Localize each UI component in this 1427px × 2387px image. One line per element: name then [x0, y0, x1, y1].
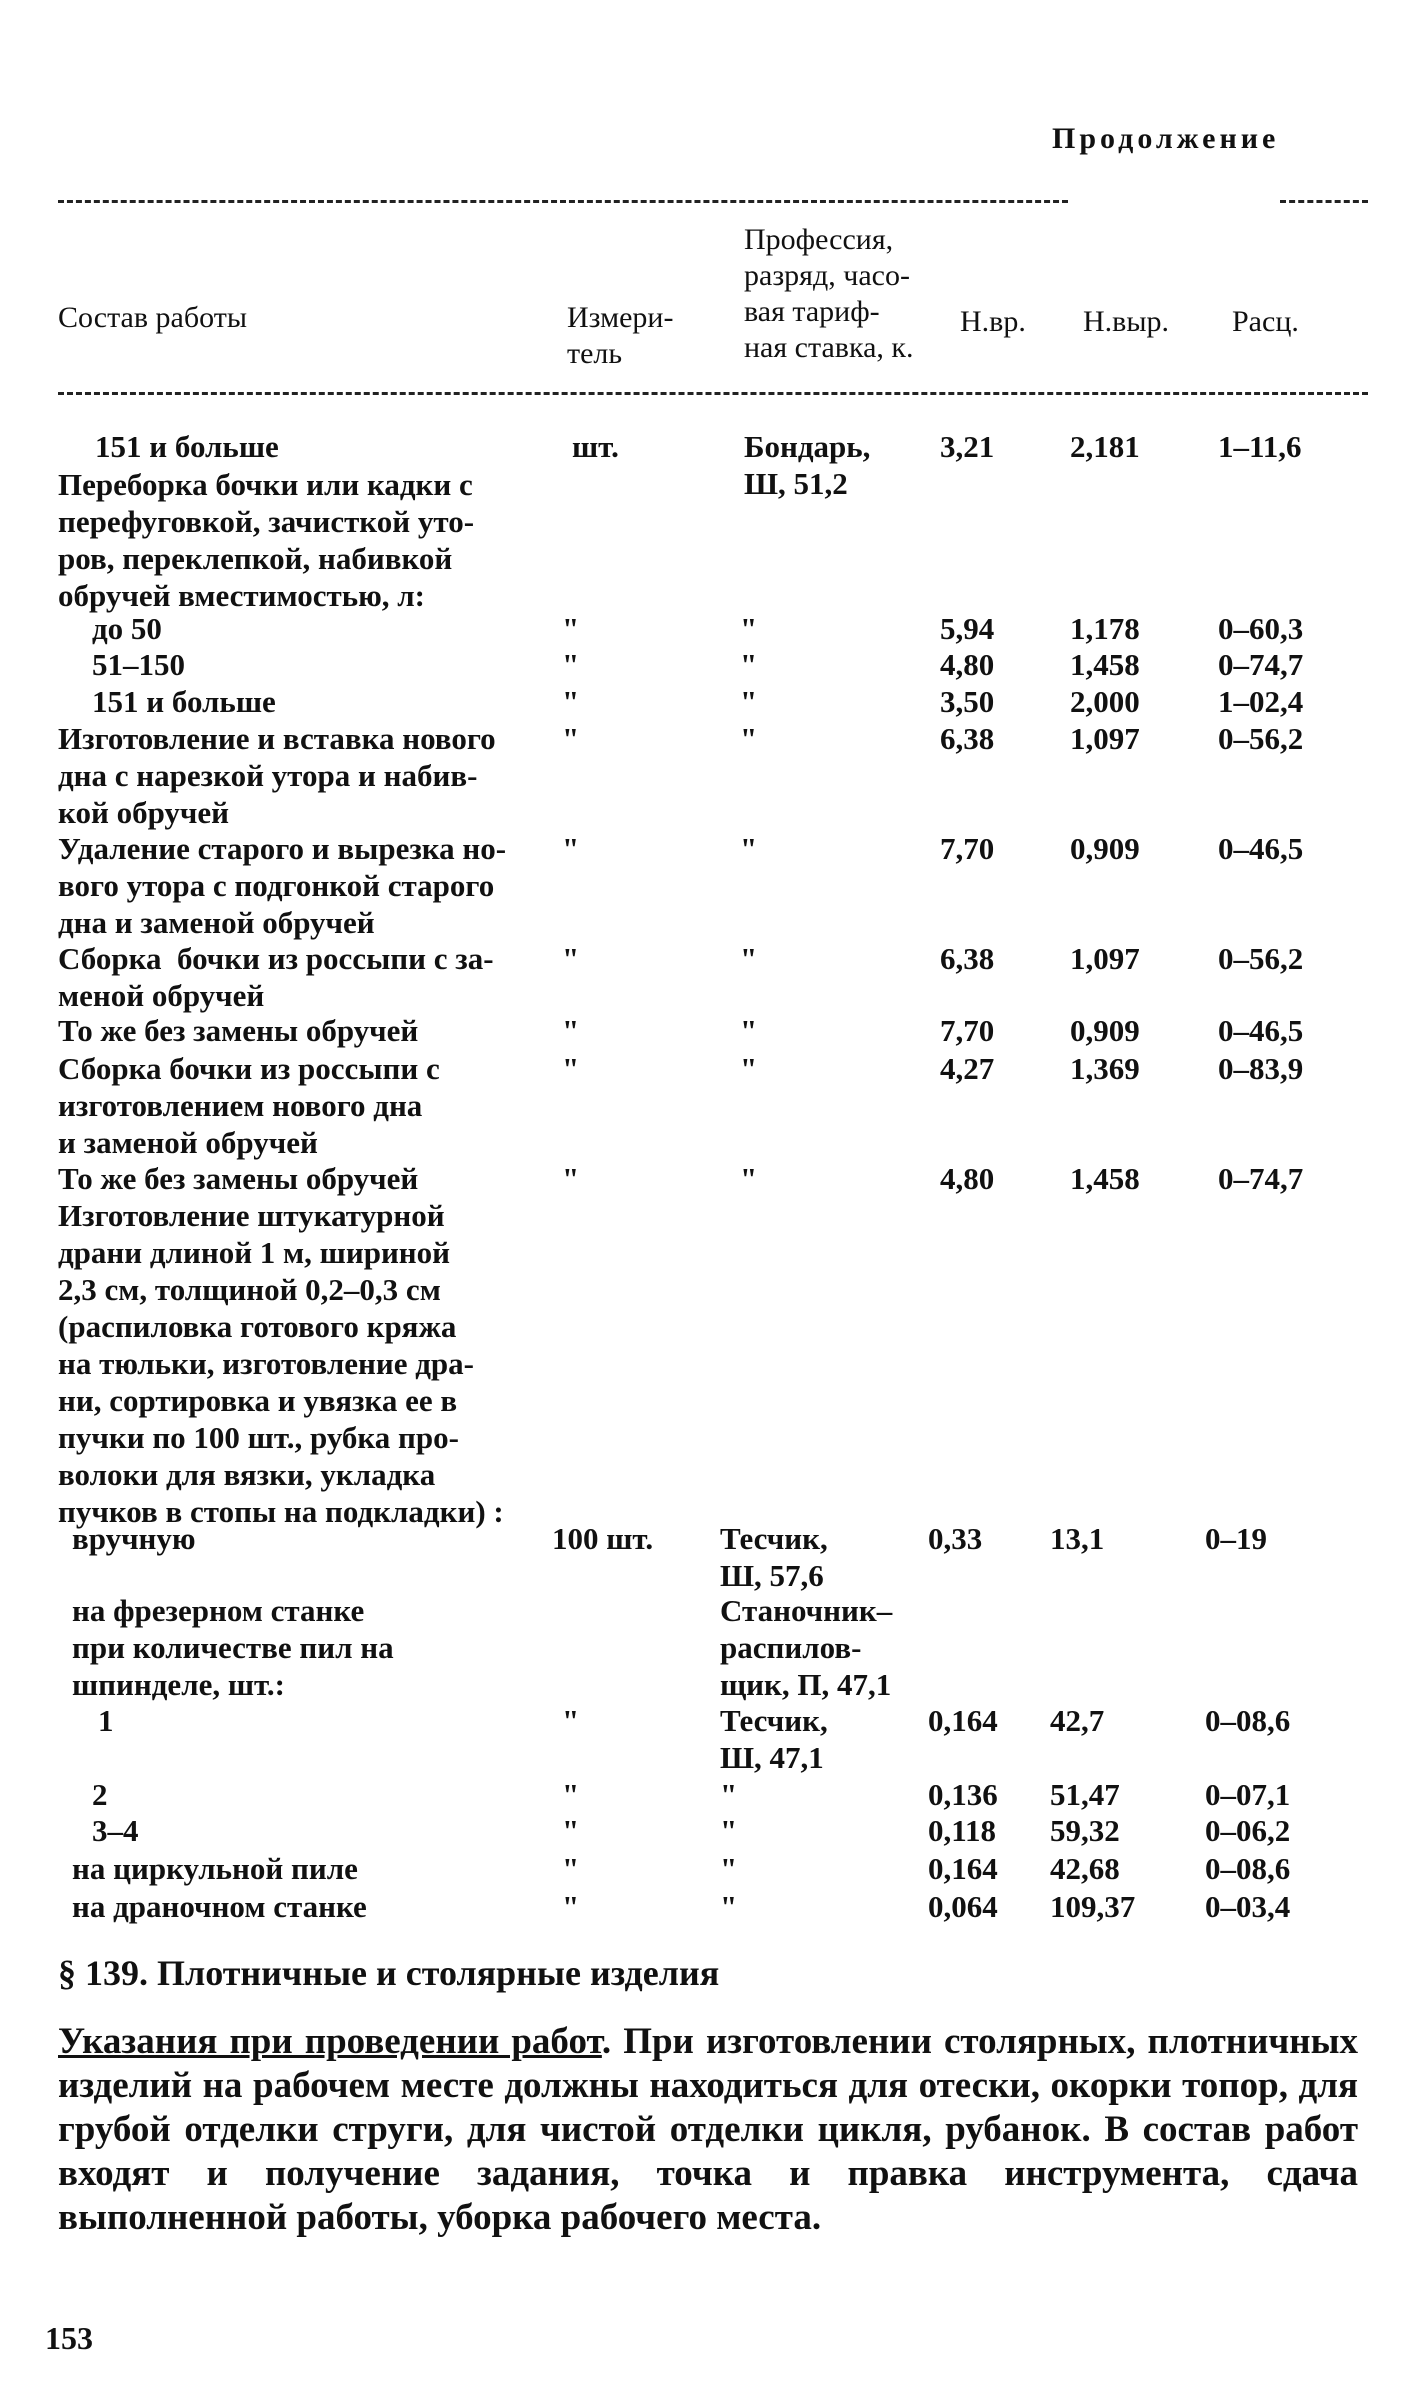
paragraph-lead: Указания при проведении работ	[58, 2021, 602, 2062]
section-paragraph	[58, 2020, 1358, 2240]
row-nvr-cell: 0,164	[928, 1703, 998, 1738]
row-nvyr-cell: 109,37	[1050, 1889, 1136, 1924]
row-unit-cell: "	[562, 684, 580, 719]
continuation-label: Продолжение	[1052, 122, 1280, 155]
row-profession-cell: "	[740, 1013, 758, 1048]
paragraph-text: . При изготовлении столярных, плотничных изделий на рабочем месте должны находиться для отески, окорки топор, для грубой отделки струги, для чистой отделки цикля, рубанок. В состав работ входят и получение задания, точка и правка инструмента, сдача выполненной работы, уборка рабочего места.	[58, 2021, 1359, 2238]
top-rule-right	[1280, 200, 1368, 203]
row-nvyr-cell: 13,1	[1050, 1521, 1105, 1556]
row-rasc-cell: 0–83,9	[1218, 1051, 1304, 1086]
header-work: Состав работы	[58, 301, 247, 334]
row-rasc-cell: 1–11,6	[1218, 429, 1302, 464]
row-nvyr-cell: 2,000	[1070, 684, 1140, 719]
row-nvyr-cell: 1,178	[1070, 611, 1140, 646]
row-profession-cell: "	[720, 1777, 738, 1812]
row-rasc-cell: 0–46,5	[1218, 831, 1304, 866]
row-nvr-cell: 0,064	[928, 1889, 998, 1924]
row-work-cell: 151 и больше	[92, 684, 276, 719]
row-nvr-cell: 0,33	[928, 1521, 983, 1556]
row-nvyr-cell: 0,909	[1070, 831, 1140, 866]
row-nvr-cell: 5,94	[940, 611, 995, 646]
row-work-cell: 151 и больше	[95, 429, 279, 464]
row-rasc-cell: 0–74,7	[1218, 647, 1304, 682]
row-nvr-cell: 3,50	[940, 684, 995, 719]
row-work-cell: 51–150	[92, 647, 185, 682]
row-nvr-cell: 4,80	[940, 647, 995, 682]
row-nvyr-cell: 1,369	[1070, 1051, 1140, 1086]
row-profession-cell: Тесчик, Ш, 57,6	[720, 1521, 828, 1593]
row-nvyr-cell: 59,32	[1050, 1813, 1120, 1848]
row-rasc-cell: 0–03,4	[1205, 1889, 1291, 1924]
row-nvr-cell: 0,136	[928, 1777, 998, 1812]
row-nvyr-cell: 51,47	[1050, 1777, 1120, 1812]
row-work-cell: Переборка бочки или кадки с перефуговкой, зачисткой уто- ров, переклепкой, набивкой обручей вместимостью, л:	[58, 467, 475, 613]
row-nvyr-cell: 1,097	[1070, 721, 1140, 756]
row-nvr-cell: 6,38	[940, 721, 995, 756]
top-rule-left	[58, 200, 1068, 203]
row-rasc-cell: 0–19	[1205, 1521, 1267, 1556]
row-work-cell: на фрезерном станке при количестве пил на шпинделе, шт.:	[72, 1593, 394, 1702]
row-profession-cell: "	[740, 684, 758, 719]
row-profession-cell: "	[740, 831, 758, 866]
row-unit-cell: "	[562, 1051, 580, 1086]
row-unit-cell: "	[562, 721, 580, 756]
row-unit-cell: 100 шт.	[552, 1521, 654, 1556]
row-unit-cell: "	[562, 1777, 580, 1812]
page-number: 153	[45, 2320, 93, 2356]
row-nvyr-cell: 1,458	[1070, 647, 1140, 682]
header-nvyr: Н.выр.	[1083, 305, 1169, 338]
row-profession-cell: Тесчик, Ш, 47,1	[720, 1703, 828, 1775]
header-rule	[58, 392, 1368, 395]
row-nvr-cell: 0,118	[928, 1813, 997, 1848]
row-rasc-cell: 0–07,1	[1205, 1777, 1291, 1812]
row-work-cell: Удаление старого и вырезка но- вого утора с подгонкой старого дна и заменой обручей	[58, 831, 507, 940]
row-rasc-cell: 0–46,5	[1218, 1013, 1304, 1048]
row-profession-cell: "	[720, 1851, 738, 1886]
row-nvyr-cell: 42,68	[1050, 1851, 1120, 1886]
row-profession-cell: Бондарь, Ш, 51,2	[744, 429, 871, 501]
row-nvr-cell: 3,21	[940, 429, 995, 464]
row-unit-cell: "	[562, 1889, 580, 1924]
row-rasc-cell: 0–08,6	[1205, 1851, 1291, 1886]
row-nvr-cell: 4,27	[940, 1051, 995, 1086]
row-work-cell: То же без замены обручей	[58, 1013, 419, 1048]
row-nvr-cell: 0,164	[928, 1851, 998, 1886]
header-rasc: Расц.	[1232, 305, 1299, 338]
row-work-cell: вручную	[72, 1521, 196, 1556]
header-unit: Измери- тель	[567, 301, 674, 370]
row-work-cell: до 50	[92, 611, 162, 646]
row-rasc-cell: 0–56,2	[1218, 721, 1304, 756]
row-profession-cell: Станочник– распилов- щик, П, 47,1	[720, 1593, 893, 1702]
row-unit-cell: "	[562, 611, 580, 646]
row-work-cell: Сборка бочки из россыпи с изготовлением нового дна и заменой обручей	[58, 1051, 440, 1160]
row-work-cell: 2	[92, 1777, 108, 1812]
row-rasc-cell: 0–08,6	[1205, 1703, 1291, 1738]
row-nvr-cell: 7,70	[940, 1013, 995, 1048]
row-unit-cell: шт.	[572, 429, 619, 464]
row-nvyr-cell: 2,181	[1070, 429, 1140, 464]
row-unit-cell: "	[562, 1013, 580, 1048]
row-nvr-cell: 4,80	[940, 1161, 995, 1196]
section-title: § 139. Плотничные и столярные изделия	[58, 1953, 720, 1993]
row-profession-cell: "	[740, 1051, 758, 1086]
row-profession-cell: "	[740, 941, 758, 976]
row-work-cell: на драночном станке	[72, 1889, 367, 1924]
row-nvr-cell: 6,38	[940, 941, 995, 976]
row-unit-cell: "	[562, 1703, 580, 1738]
row-profession-cell: "	[740, 1161, 758, 1196]
row-rasc-cell: 0–74,7	[1218, 1161, 1304, 1196]
row-work-cell: Изготовление и вставка нового дна с нарезкой утора и набив- кой обручей	[58, 721, 496, 830]
row-nvyr-cell: 1,458	[1070, 1161, 1140, 1196]
row-unit-cell: "	[562, 1813, 580, 1848]
row-profession-cell: "	[740, 721, 758, 756]
row-profession-cell: "	[740, 611, 758, 646]
row-nvyr-cell: 1,097	[1070, 941, 1140, 976]
row-rasc-cell: 1–02,4	[1218, 684, 1304, 719]
row-work-cell: Сборка бочки из россыпи с за- меной обручей	[58, 941, 494, 1013]
row-unit-cell: "	[562, 647, 580, 682]
row-work-cell: То же без замены обручей Изготовление штукатурной драни длиной 1 м, шириной 2,3 см, толщиной 0,2–0,3 см (распиловка готового кряжа на тюльки, изготовление дра- ни, сортировка и увязка ее в пучки по 100 шт., рубка про- волоки для вязки, укладка пучков в стопы на подкладки) :	[58, 1161, 504, 1529]
row-profession-cell: "	[740, 647, 758, 682]
row-unit-cell: "	[562, 941, 580, 976]
row-rasc-cell: 0–60,3	[1218, 611, 1304, 646]
row-nvyr-cell: 42,7	[1050, 1703, 1105, 1738]
row-work-cell: на циркульной пиле	[72, 1851, 358, 1886]
row-unit-cell: "	[562, 831, 580, 866]
row-rasc-cell: 0–06,2	[1205, 1813, 1291, 1848]
row-rasc-cell: 0–56,2	[1218, 941, 1304, 976]
row-work-cell: 1	[98, 1703, 114, 1738]
row-unit-cell: "	[562, 1851, 580, 1886]
header-nvr: Н.вр.	[960, 305, 1026, 338]
row-work-cell: 3–4	[92, 1813, 139, 1848]
row-unit-cell: "	[562, 1161, 580, 1196]
row-nvyr-cell: 0,909	[1070, 1013, 1140, 1048]
row-profession-cell: "	[720, 1889, 738, 1924]
row-nvr-cell: 7,70	[940, 831, 995, 866]
header-profession: Профессия, разряд, часо- вая тариф- ная ставка, к.	[744, 223, 914, 364]
row-profession-cell: "	[720, 1813, 738, 1848]
